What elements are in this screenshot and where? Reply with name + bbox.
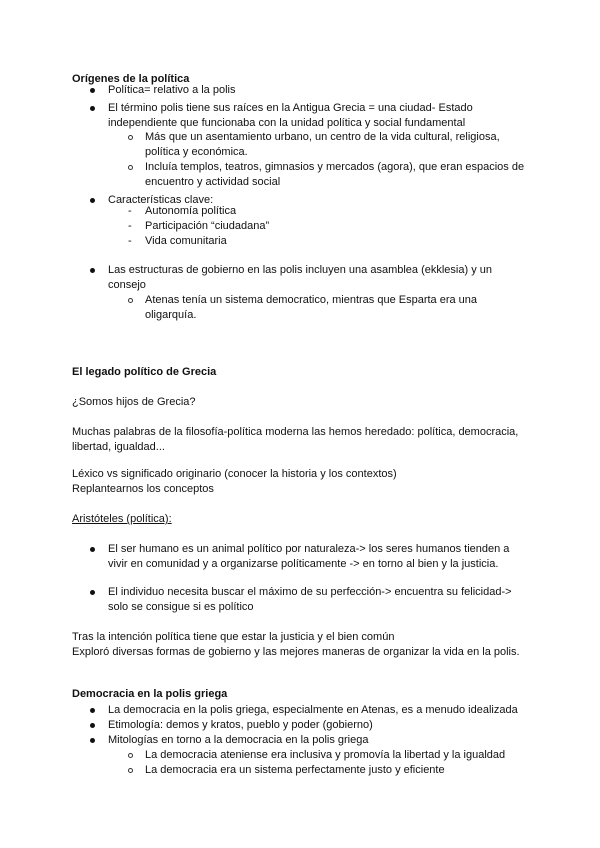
sub-bullet-icon — [128, 135, 133, 140]
bullet-icon — [90, 198, 95, 203]
bullet-icon — [90, 547, 95, 552]
list-item: Mitologías en torno a la democracia en la polis griega — [108, 734, 369, 746]
bullet-icon — [90, 106, 95, 111]
bullet-icon — [90, 723, 95, 728]
paragraph: Replantearnos los conceptos — [72, 483, 214, 495]
sub-bullet-icon — [128, 768, 133, 773]
dash-marker: - — [128, 220, 132, 232]
dash-list-item: Participación “ciudadana” — [145, 220, 270, 232]
list-item: Características clave: — [108, 194, 214, 206]
list-item: La democracia en la polis griega, especialmente en Atenas, es a menudo idealizada — [108, 704, 518, 716]
sub-list-item-continuation: política y económica. — [145, 146, 248, 158]
dash-list-item: Autonomía política — [145, 205, 237, 217]
sub-list-item: La democracia era un sistema perfectamente justo y eficiente — [145, 764, 445, 776]
sub-list-item: Atenas tenía un sistema democratico, mientras que Esparta era una — [145, 294, 478, 306]
sub-bullet-icon — [128, 165, 133, 170]
paragraph: Tras la intención política tiene que estar la justicia y el bien común — [72, 631, 395, 643]
dash-list-item: Vida comunitaria — [145, 235, 227, 247]
section-title-legado: El legado político de Grecia — [72, 366, 217, 378]
sub-bullet-icon — [128, 298, 133, 303]
section-title-democracia: Democracia en la polis griega — [72, 688, 228, 700]
list-item-continuation: solo se consigue si es político — [108, 601, 254, 613]
sub-list-item: Incluía templos, teatros, gimnasios y mercados (agora), que eran espacios de — [145, 161, 525, 173]
bullet-icon — [90, 88, 95, 93]
list-item-continuation: consejo — [108, 279, 146, 291]
list-item: El término polis tiene sus raíces en la Antigua Grecia = una ciudad- Estado — [108, 102, 473, 114]
paragraph: Léxico vs significado originario (conocer la historia y los contextos) — [72, 468, 397, 480]
list-item: Etimología: demos y kratos, pueblo y poder (gobierno) — [108, 719, 373, 731]
sub-list-item: Más que un asentamiento urbano, un centro de la vida cultural, religiosa, — [145, 131, 500, 143]
list-item-continuation: vivir en comunidad y a organizarse políticamente -> en torno al bien y la justicia. — [108, 558, 499, 570]
subheading-aristoteles: Aristóteles (política): — [72, 513, 172, 525]
list-item: El ser humano es un animal político por naturaleza-> los seres humanos tienden a — [108, 543, 510, 555]
list-item: Política= relativo a la polis — [108, 84, 236, 96]
paragraph: ¿Somos hijos de Grecia? — [72, 396, 196, 408]
paragraph: Muchas palabras de la filosofía-política moderna las hemos heredado: política, democracia, — [72, 426, 519, 438]
sub-list-item-continuation: encuentro y actividad social — [145, 176, 281, 188]
paragraph-continuation: libertad, igualdad... — [72, 441, 165, 453]
section-title-origenes: Orígenes de la política — [72, 73, 190, 85]
dash-marker: - — [128, 235, 132, 247]
list-item-continuation: independiente que funcionaba con la unidad política y social fundamental — [108, 117, 466, 129]
list-item: El individuo necesita buscar el máximo de su perfección-> encuentra su felicidad-> — [108, 586, 512, 598]
sub-bullet-icon — [128, 753, 133, 758]
sub-list-item-continuation: oligarquía. — [145, 309, 197, 321]
sub-list-item: La democracia ateniense era inclusiva y promovía la libertad y la igualdad — [145, 749, 506, 761]
bullet-icon — [90, 590, 95, 595]
bullet-icon — [90, 268, 95, 273]
list-item: Las estructuras de gobierno en las polis incluyen una asamblea (ekklesia) y un — [108, 264, 492, 276]
bullet-icon — [90, 708, 95, 713]
paragraph: Exploró diversas formas de gobierno y las mejores maneras de organizar la vida en la polis. — [72, 646, 520, 658]
dash-marker: - — [128, 205, 132, 217]
bullet-icon — [90, 738, 95, 743]
